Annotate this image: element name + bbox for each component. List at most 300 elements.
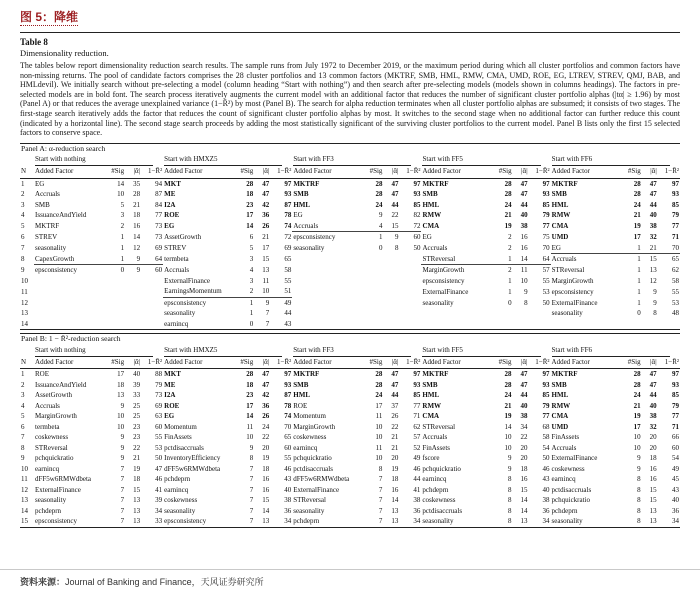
table-row xyxy=(20,453,680,464)
empty-cell xyxy=(292,286,366,297)
value-cell: 10 xyxy=(504,433,512,442)
value-cell: 88 xyxy=(155,370,163,379)
value-cell: 24 xyxy=(262,422,270,431)
empty-cell xyxy=(108,308,125,319)
value-cell: 11 xyxy=(246,422,254,431)
factor-cell: SMB xyxy=(551,190,567,199)
value-cell: 15 xyxy=(649,496,657,505)
row-number: 12 xyxy=(21,298,28,307)
value-cell: 77 xyxy=(155,211,163,220)
source-label: 资料来源： xyxy=(20,577,66,587)
value-cell: 38 xyxy=(542,496,550,505)
empty-cell xyxy=(399,319,421,330)
factor-cell: HML xyxy=(551,200,569,209)
factor-cell: earnincq xyxy=(551,475,576,484)
col-header-stat: 1−R̄² xyxy=(141,357,163,369)
factor-cell: MKTRF xyxy=(551,370,578,379)
panel-title-row xyxy=(20,334,680,345)
factor-cell: ROE xyxy=(35,370,50,379)
value-cell: 40 xyxy=(520,401,528,410)
group-heading: Start with FF6 xyxy=(551,154,680,166)
empty-cell xyxy=(125,308,141,319)
group-heading: Start with FF3 xyxy=(292,154,421,166)
table-row xyxy=(20,286,680,297)
value-cell: 7 xyxy=(249,475,254,484)
value-cell: 34 xyxy=(270,516,292,527)
factor-cell: pctdisaccruals xyxy=(422,506,463,515)
empty-cell xyxy=(34,286,108,297)
factor-cell: epsconsistency xyxy=(163,516,237,527)
value-cell: 24 xyxy=(633,391,641,400)
table-row xyxy=(20,401,680,412)
factor-cell: SMB xyxy=(35,200,50,209)
value-cell: 44 xyxy=(649,391,657,400)
value-cell: 28 xyxy=(504,190,512,199)
value-cell: 6 xyxy=(249,233,254,242)
figure-title xyxy=(20,8,680,25)
factor-cell: I2A xyxy=(164,200,176,209)
value-cell: 79 xyxy=(672,401,679,410)
value-cell: 55 xyxy=(672,287,679,296)
value-cell: 7 xyxy=(378,475,383,484)
value-cell: 49 xyxy=(284,298,292,307)
factor-cell: pchquickratio xyxy=(422,464,461,473)
value-cell: 47 xyxy=(520,370,528,379)
value-cell: 42 xyxy=(262,200,270,209)
value-cell: 14 xyxy=(133,233,141,242)
value-cell: 24 xyxy=(633,200,641,209)
col-header-factor: Added Factor xyxy=(421,166,495,178)
row-number: 14 xyxy=(21,506,28,515)
col-header-stat: #Sig xyxy=(366,357,383,369)
factor-cell: SMB xyxy=(293,190,309,199)
empty-cell xyxy=(141,319,163,330)
table-row xyxy=(20,200,680,211)
value-cell: 47 xyxy=(649,370,657,379)
panel-title: Panel A: α-reduction search xyxy=(20,143,680,154)
factor-cell: seasonality xyxy=(293,506,325,515)
value-cell: 70 xyxy=(542,244,550,253)
value-cell: 36 xyxy=(262,211,270,220)
empty-cell xyxy=(141,286,163,297)
value-cell: 9 xyxy=(394,233,399,242)
value-cell: 40 xyxy=(649,211,657,220)
value-cell: 65 xyxy=(284,255,292,264)
value-cell: 44 xyxy=(520,391,528,400)
value-cell: 97 xyxy=(413,370,421,379)
col-header-stat: #Sig xyxy=(496,166,513,178)
col-header-stat: |ᾱ| xyxy=(383,166,399,178)
value-cell: 1 xyxy=(508,276,512,285)
factor-cell: I2A xyxy=(164,391,176,400)
value-cell: 28 xyxy=(375,370,383,379)
factor-cell: pctdisaccruals xyxy=(164,443,204,452)
value-cell: 1 xyxy=(637,287,641,296)
factor-cell: STREV xyxy=(35,233,58,242)
value-cell: 8 xyxy=(507,485,512,494)
value-cell: 28 xyxy=(633,190,641,199)
value-cell: 35 xyxy=(133,179,141,188)
col-header-n: N xyxy=(20,166,34,178)
factor-cell: MKTRF xyxy=(551,179,578,188)
row-number: 15 xyxy=(20,516,34,527)
value-cell: 28 xyxy=(633,179,641,188)
factor-cell: seasonality xyxy=(35,244,67,253)
value-cell: 44 xyxy=(413,475,421,484)
value-cell: 8 xyxy=(507,496,512,505)
factor-cell: fscore xyxy=(422,454,440,463)
value-cell: 34 xyxy=(520,422,528,431)
table-row xyxy=(20,232,680,243)
empty-cell xyxy=(34,276,108,287)
value-cell: 5 xyxy=(120,200,125,209)
value-cell: 53 xyxy=(542,287,550,296)
value-cell: 43 xyxy=(270,319,292,330)
value-cell: 5 xyxy=(249,244,254,253)
value-cell: 21 xyxy=(391,443,399,452)
value-cell: 36 xyxy=(413,506,421,515)
factor-cell: ROE xyxy=(293,401,308,410)
value-cell: 28 xyxy=(133,190,141,199)
factor-cell: STReversal xyxy=(421,254,495,265)
col-header-stat: #Sig xyxy=(366,166,383,178)
value-cell: 17 xyxy=(375,401,383,410)
value-cell: 40 xyxy=(520,211,528,220)
factor-cell: Accruals xyxy=(422,244,448,253)
row-number: 8 xyxy=(21,255,25,264)
value-cell: 10 xyxy=(117,412,125,421)
value-cell: 71 xyxy=(413,412,421,421)
value-cell: 69 xyxy=(155,244,163,253)
factor-cell: pchdeprn xyxy=(35,506,62,515)
factor-cell: ME xyxy=(164,190,176,199)
factor-cell: pchdeprn xyxy=(292,516,366,527)
value-cell: 17 xyxy=(633,233,641,242)
value-cell: 16 xyxy=(391,485,399,494)
value-cell: 9 xyxy=(507,454,512,463)
table-row xyxy=(20,443,680,454)
value-cell: 11 xyxy=(375,412,383,421)
value-cell: 47 xyxy=(520,380,528,389)
factor-cell: epsconsistency xyxy=(551,287,594,296)
value-cell: 1 xyxy=(637,298,641,307)
col-header-stat: |ᾱ| xyxy=(512,357,528,369)
factor-cell: ExternalFinance xyxy=(164,276,211,285)
value-cell: 1 xyxy=(120,244,125,253)
value-cell: 13 xyxy=(133,496,141,505)
value-cell: 58 xyxy=(542,433,550,442)
table-row xyxy=(20,319,680,330)
factor-cell: MKTRF xyxy=(422,370,449,379)
value-cell: 15 xyxy=(383,221,399,232)
value-cell: 13 xyxy=(649,506,657,515)
value-cell: 18 xyxy=(117,380,125,389)
row-number: 10 xyxy=(21,276,28,285)
value-cell: 97 xyxy=(284,179,292,188)
col-header-stat: #Sig xyxy=(108,166,125,178)
value-cell: 47 xyxy=(262,179,270,188)
value-cell: 36 xyxy=(262,401,270,410)
factor-cell: MKTRF xyxy=(35,222,60,231)
value-cell: 23 xyxy=(246,391,254,400)
col-header-stat: 1−R̄² xyxy=(658,357,680,369)
value-cell: 74 xyxy=(284,412,292,421)
table-row xyxy=(20,297,680,308)
table-row xyxy=(20,276,680,287)
value-cell: 14 xyxy=(504,422,512,431)
value-cell: 18 xyxy=(649,454,657,463)
table-row xyxy=(20,474,680,485)
value-cell: 47 xyxy=(649,179,657,188)
value-cell: 46 xyxy=(413,464,421,473)
value-cell: 8 xyxy=(653,309,657,318)
value-cell: 19 xyxy=(391,464,399,473)
value-cell: 8 xyxy=(507,475,512,484)
value-cell: 97 xyxy=(542,370,550,379)
value-cell: 57 xyxy=(542,266,550,275)
table-row xyxy=(20,243,680,254)
row-number: 2 xyxy=(21,190,25,199)
table-row xyxy=(20,464,680,475)
value-cell: 19 xyxy=(633,412,641,421)
factor-cell: MKTRF xyxy=(422,179,449,188)
row-number: 11 xyxy=(21,287,28,296)
value-cell: 21 xyxy=(262,233,270,242)
factor-cell: FinAssets xyxy=(164,433,192,442)
empty-cell xyxy=(658,319,680,330)
value-cell: 23 xyxy=(133,433,141,442)
value-cell: 21 xyxy=(633,211,641,220)
table-row xyxy=(20,411,680,422)
value-cell: 93 xyxy=(542,190,550,199)
col-header-stat: |ᾱ| xyxy=(125,357,141,369)
col-header-stat: 1−R̄² xyxy=(141,166,163,178)
value-cell: 17 xyxy=(246,211,254,220)
table-caption: Dimensionality reduction. xyxy=(20,48,109,58)
factor-cell: earnincq xyxy=(35,464,60,473)
value-cell: 87 xyxy=(284,200,292,209)
value-cell: 15 xyxy=(649,255,657,264)
value-cell: 22 xyxy=(520,433,528,442)
empty-cell xyxy=(383,276,399,287)
value-cell: 2 xyxy=(508,233,512,242)
value-cell: 82 xyxy=(413,211,421,220)
empty-cell xyxy=(292,254,366,265)
empty-cell xyxy=(513,319,529,330)
empty-cell xyxy=(399,297,421,308)
value-cell: 40 xyxy=(672,496,679,505)
factor-cell: CMA xyxy=(422,222,440,231)
value-cell: 71 xyxy=(672,233,679,242)
factor-cell: EG xyxy=(164,412,175,421)
value-cell: 14 xyxy=(246,412,254,421)
empty-cell xyxy=(383,286,399,297)
value-cell: 24 xyxy=(504,200,512,209)
value-cell: 55 xyxy=(542,276,550,285)
factor-cell: epsconsistency xyxy=(35,266,78,275)
value-cell: 0 xyxy=(120,266,125,275)
factor-cell: MarginGrowth xyxy=(422,266,465,275)
col-header-factor: Added Factor xyxy=(551,357,625,369)
value-cell: 7 xyxy=(120,506,125,515)
value-cell: 13 xyxy=(642,516,658,527)
factor-cell: SMB xyxy=(422,190,438,199)
factor-cell: STReversal xyxy=(35,443,68,452)
value-cell: 13 xyxy=(254,516,270,527)
value-cell: 9 xyxy=(120,454,125,463)
empty-cell xyxy=(383,254,399,265)
value-cell: 15 xyxy=(262,496,270,505)
value-cell: 47 xyxy=(391,380,399,389)
value-cell: 46 xyxy=(284,464,292,473)
value-cell: 25 xyxy=(133,412,141,421)
value-cell: 47 xyxy=(262,190,270,199)
factor-cell: Accruals xyxy=(35,190,60,199)
value-cell: 77 xyxy=(672,222,679,231)
value-cell: 15 xyxy=(520,485,528,494)
value-cell: 39 xyxy=(155,496,163,505)
value-cell: 62 xyxy=(672,266,679,275)
value-cell: 47 xyxy=(649,380,657,389)
value-cell: 9 xyxy=(637,464,641,473)
value-cell: 60 xyxy=(413,233,421,242)
factor-cell: pchquickratio xyxy=(551,496,591,505)
factor-cell: seasonality xyxy=(164,506,196,515)
row-number: 10 xyxy=(21,464,28,473)
group-heading-row xyxy=(20,345,680,357)
value-cell: 53 xyxy=(155,443,163,452)
value-cell: 18 xyxy=(520,464,528,473)
table-description: The tables below report dimensionality reduction search results. The sample runs from July 1972 to December 2019, or the maximum period during which all cluster portfolios and common factors have non-missing returns. The pool of candidate factors comprises the 28 cluster portfolios and 13 common factors (MKTRF, SMB, HML, RMW, CMA, UMD, ROE, EG, LTREV, STREV, QMJ, BAB, and HMLdevil). We initially search without pre-selecting a model (column heading “Start with nothing”) and then search after pre-selecting models (models shown in columns headings). The factors in pre-selected models are in bold font. The search process iteratively augments the current model with an additional factor that reduces the number of significant cluster portfolio alphas (|tα| ≥ 1.96) by most (Panel A) or that reduces the average unexplained variance (1−R̄²) by most (Panel B). The search for alpha reduction terminates when all cluster portfolio alphas are subsumed; it consists of two stages. The first-stage search iteratively adds the factor that reduces the count of significant cluster portfolio alphas by most. It switches to the second stage when no additional factor can further reduce this count (indicated by a horizontal line). The second stage search proceeds by adding the most statistically significant of the surviving cluster portfolios to the current model. Panel B lists only the first 15 selected factors to conserve space. xyxy=(20,61,680,138)
panel-b xyxy=(20,333,680,528)
value-cell: 79 xyxy=(542,211,550,220)
factor-cell: coskewness xyxy=(164,496,198,505)
empty-cell xyxy=(383,297,399,308)
empty-cell xyxy=(34,308,108,319)
value-cell: 79 xyxy=(155,380,163,389)
factor-cell: epsconsistency xyxy=(422,276,465,285)
value-cell: 38 xyxy=(649,412,657,421)
value-cell: 9 xyxy=(136,266,141,275)
factor-cell: RMW xyxy=(551,211,571,220)
value-cell: 49 xyxy=(413,454,421,463)
value-cell: 46 xyxy=(542,464,550,473)
value-cell: 94 xyxy=(155,179,163,188)
empty-cell xyxy=(366,254,383,265)
table-row xyxy=(20,516,680,527)
factor-cell: CMA xyxy=(422,412,440,421)
value-cell: 64 xyxy=(529,254,551,265)
factor-cell: Momentum xyxy=(164,422,197,431)
factor-cell: ExternalFinance xyxy=(551,454,598,463)
empty-cell xyxy=(421,319,495,330)
factor-cell: ROE xyxy=(164,211,180,220)
value-cell: 60 xyxy=(284,443,292,452)
value-cell: 44 xyxy=(520,200,528,209)
source-line xyxy=(20,570,680,588)
row-number: 5 xyxy=(21,222,25,231)
factor-cell: termbeta xyxy=(164,255,189,264)
value-cell: 9 xyxy=(653,287,657,296)
value-cell: 10 xyxy=(117,422,125,431)
value-cell: 36 xyxy=(284,506,292,515)
factor-cell: HML xyxy=(422,391,440,400)
value-cell: 15 xyxy=(262,255,270,264)
value-cell: 40 xyxy=(649,401,657,410)
value-cell: 39 xyxy=(133,380,141,389)
value-cell: 20 xyxy=(649,433,657,442)
row-number: 5 xyxy=(21,412,25,421)
value-cell: 28 xyxy=(375,380,383,389)
value-cell: 70 xyxy=(658,243,680,254)
value-cell: 19 xyxy=(504,222,512,231)
value-cell: 16 xyxy=(520,475,528,484)
value-cell: 55 xyxy=(284,276,292,285)
value-cell: 13 xyxy=(125,516,141,527)
value-cell: 1 xyxy=(508,287,512,296)
value-cell: 22 xyxy=(133,443,141,452)
value-cell: 11 xyxy=(375,443,383,452)
value-cell: 7 xyxy=(249,464,254,473)
group-heading: Start with FF3 xyxy=(292,345,421,357)
value-cell: 22 xyxy=(262,433,270,442)
table-row xyxy=(20,189,680,200)
value-cell: 2 xyxy=(237,286,254,297)
value-cell: 13 xyxy=(117,391,125,400)
empty-cell xyxy=(292,319,366,330)
value-cell: 69 xyxy=(155,401,163,410)
value-cell: 7 xyxy=(378,506,383,515)
value-cell: 84 xyxy=(155,200,163,209)
factor-cell: Accruals xyxy=(551,443,577,452)
factor-cell: seasonality xyxy=(421,516,495,527)
value-cell: 47 xyxy=(391,370,399,379)
empty-cell xyxy=(399,308,421,319)
empty-cell xyxy=(108,297,125,308)
value-cell: 71 xyxy=(672,422,679,431)
value-cell: 40 xyxy=(133,370,141,379)
factor-cell: InventoryEfficiency xyxy=(164,454,221,463)
value-cell: 85 xyxy=(542,200,550,209)
value-cell: 10 xyxy=(520,276,528,285)
col-header-factor: Added Factor xyxy=(34,357,108,369)
value-cell: 77 xyxy=(413,401,421,410)
factor-cell: pchquickratio xyxy=(293,454,332,463)
value-cell: 9 xyxy=(249,443,254,452)
value-cell: 0 xyxy=(508,298,512,307)
factor-cell: pchquickratio xyxy=(35,454,74,463)
value-cell: 16 xyxy=(649,475,657,484)
value-cell: 93 xyxy=(413,190,421,199)
factor-cell: RMW xyxy=(422,211,442,220)
empty-cell xyxy=(141,276,163,287)
value-cell: 3 xyxy=(249,276,254,285)
value-cell: 9 xyxy=(125,254,141,265)
empty-cell xyxy=(292,276,366,287)
value-cell: 21 xyxy=(642,243,658,254)
factor-cell: Accruals xyxy=(422,433,448,442)
row-number: 12 xyxy=(21,485,28,494)
factor-cell: dFF5w6RMWdbeta xyxy=(293,475,350,484)
value-cell: 97 xyxy=(284,370,292,379)
value-cell: 63 xyxy=(155,412,163,421)
value-cell: 60 xyxy=(672,443,679,452)
value-cell: 28 xyxy=(246,179,254,188)
value-cell: 93 xyxy=(542,380,550,389)
col-header-stat: |ᾱ| xyxy=(642,357,658,369)
value-cell: 24 xyxy=(375,391,383,400)
factor-cell: ROE xyxy=(164,401,180,410)
